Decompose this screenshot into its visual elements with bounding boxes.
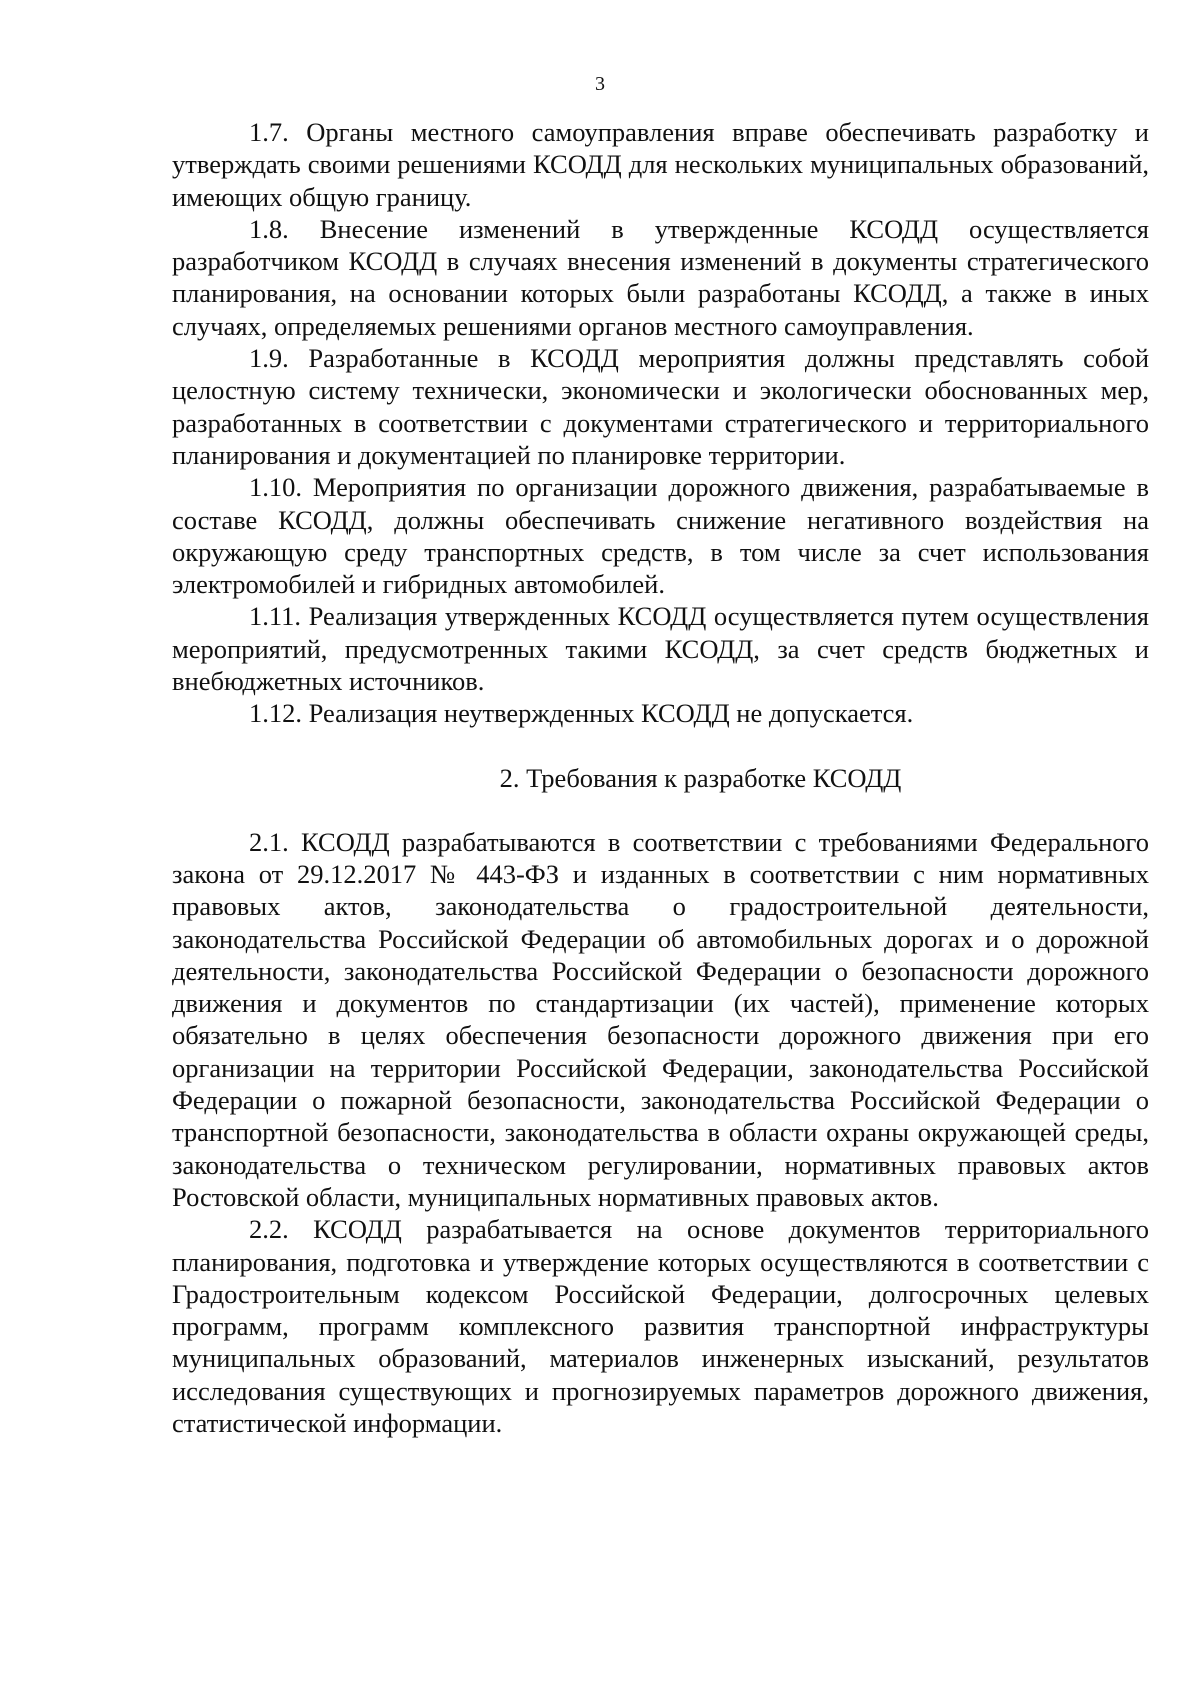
paragraph-1-12: 1.12. Реализация неутвержденных КСОДД не допускается.: [249, 698, 914, 729]
paragraph-1-10: 1.10. Мероприятия по организации дорожного движения, разрабатываемые в составе КСОДД, должны обеспечивать снижение негативного воздействия на окружающую среду транспортных средств, в том числе за счет использования электромобилей и гибридных автомобилей.: [172, 472, 1149, 600]
paragraph-2-1: 2.1. КСОДД разрабатываются в соответствии с требованиями Федерального закона от 29.12.2017 № 443-ФЗ и изданных в соответствии с ним нормативных правовых актов, законодательства о градостроительной деятельности, законодательства Российской Федерации об автомобильных дорогах и о дорожной деятельности, законодательства Российской Федерации о безопасности дорожного движения и документов по стандартизации (их частей), применение которых обязательно в целях обеспечения безопасности дорожного движения при его организации на территории Российской Федерации, законодательства Российской Федерации о пожарной безопасности, законодательства Российской Федерации о транспортной безопасности, законодательства в области охраны окружающей среды, законодательства о техническом регулировании, нормативных правовых актов Ростовской области, муниципальных нормативных правовых актов.: [172, 826, 1149, 1212]
paragraph-2-2: 2.2. КСОДД разрабатывается на основе документов территориального планирования, подготовка и утверждение которых осуществляются в соответствии с Градостроительным кодексом Российской Федерации, долгосрочных целевых программ, программ комплексного развития транспортной инфраструктуры муниципальных образований, материалов инженерных изысканий, результатов исследования существующих и прогнозируемых параметров дорожного движения, статистической информации.: [172, 1214, 1149, 1438]
section-2-heading: 2. Требования к разработке КСОДД: [499, 762, 902, 793]
paragraph-1-11: 1.11. Реализация утвержденных КСОДД осуществляется путем осуществления мероприятий, предусмотренных такими КСОДД, за счет средств бюджетных и внебюджетных источников.: [172, 601, 1149, 697]
paragraph-1-9: 1.9. Разработанные в КСОДД мероприятия должны представлять собой целостную систему технически, экономически и экологически обоснованных мер, разработанных в соответствии с документами стратегического и территориального планирования и документацией по планировке территории.: [172, 343, 1149, 470]
paragraph-1-8: 1.8. Внесение изменений в утвержденные КСОДД осуществляется разработчиком КСОДД в случаях внесения изменений в документы стратегического планирования, на основании которых были разработаны КСОДД, а также в иных случаях, определяемых решениями органов местного самоуправления.: [172, 213, 1149, 341]
page-number: 3: [595, 73, 605, 95]
document-body: [172, 116, 1149, 1439]
paragraph-1-7: 1.7. Органы местного самоуправления вправе обеспечивать разработку и утверждать своими решениями КСОДД для нескольких муниципальных образований, имеющих общую границу.: [172, 117, 1149, 212]
